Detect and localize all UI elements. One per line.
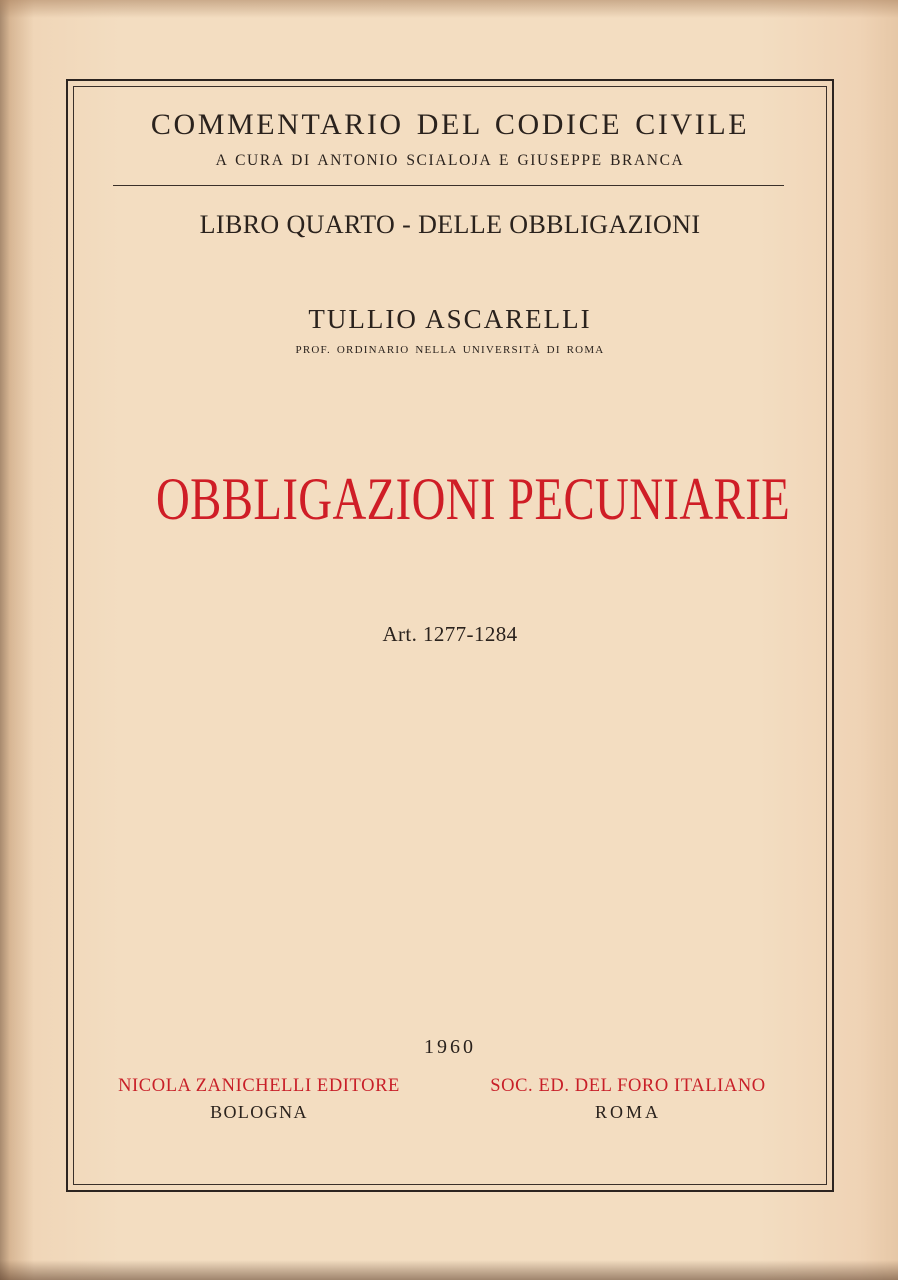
book-title: LIBRO QUARTO - DELLE OBBLIGAZIONI bbox=[199, 210, 701, 239]
publisher-right-name: SOC. ED. DEL FORO ITALIANO bbox=[490, 1076, 766, 1096]
publisher-left bbox=[98, 1076, 420, 1123]
publication-year: 1960 bbox=[424, 1036, 476, 1058]
author-name: TULLIO ASCARELLI bbox=[308, 304, 592, 334]
publisher-right-city: ROMA bbox=[594, 1102, 661, 1122]
publisher-left-city: BOLOGNA bbox=[210, 1102, 308, 1122]
publisher-left-name: NICOLA ZANICHELLI EDITORE bbox=[118, 1076, 400, 1096]
article-range: Art. 1277-1284 bbox=[382, 622, 518, 646]
publisher-right bbox=[468, 1076, 788, 1123]
author-affiliation: PROF. ORDINARIO NELLA UNIVERSITÀ DI ROMA bbox=[295, 344, 605, 356]
series-title: COMMENTARIO DEL CODICE CIVILE bbox=[150, 108, 750, 141]
header-divider bbox=[113, 185, 784, 186]
work-title: OBBLIGAZIONI PECUNIARIE bbox=[155, 466, 791, 532]
series-editors: A CURA DI ANTONIO SCIALOJA E GIUSEPPE BRANCA bbox=[215, 152, 685, 169]
